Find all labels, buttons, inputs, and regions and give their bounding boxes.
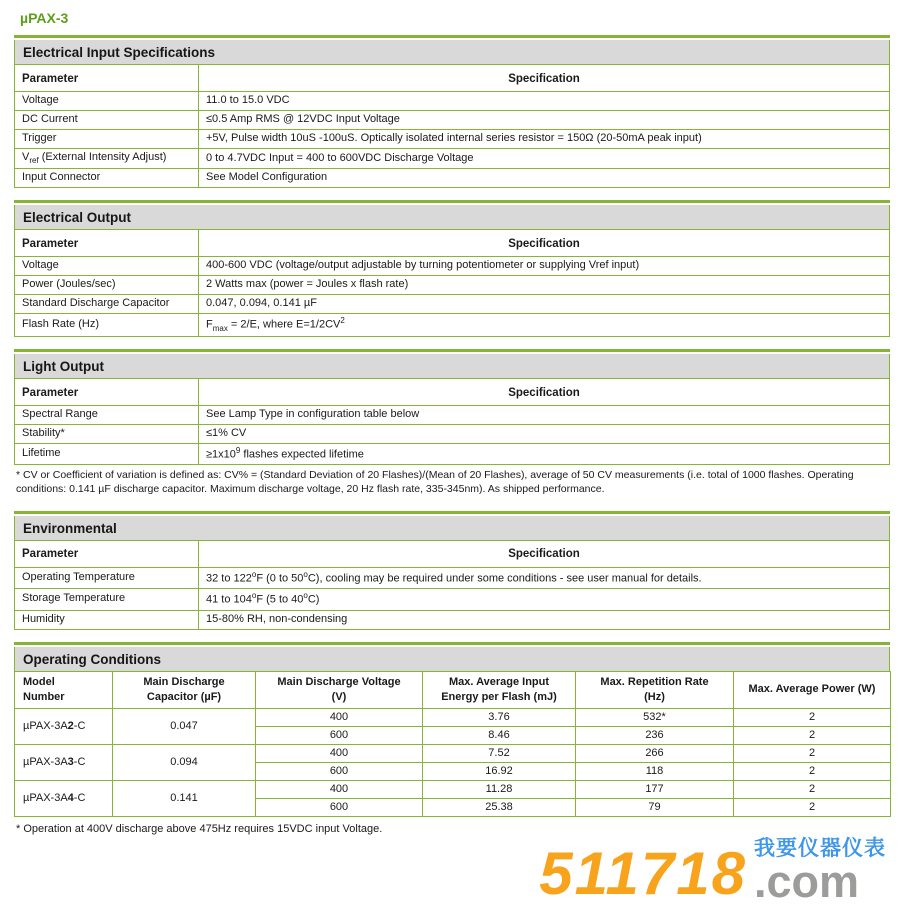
header-row: [15, 379, 890, 406]
voltage-cell: 600: [256, 762, 423, 780]
oc-column-header: Max. Repetition Rate (Hz): [576, 671, 734, 708]
parameter-cell: Voltage: [15, 92, 199, 111]
parameter-cell: Standard Discharge Capacitor: [15, 295, 199, 314]
light-output-table: [14, 378, 890, 465]
specification-cell: +5V, Pulse width 10uS -100uS. Optically isolated internal series resistor = 150Ω (20-50mA peak input): [199, 130, 890, 149]
environmental-table: [14, 540, 890, 630]
oc-column-header: Main Discharge Voltage (V): [256, 671, 423, 708]
specification-cell: 0.047, 0.094, 0.141 µF: [199, 295, 890, 314]
parameter-cell: Storage Temperature: [15, 589, 199, 610]
spec-row: [15, 276, 890, 295]
parameter-cell: Stability*: [15, 425, 199, 444]
spec-row: [15, 130, 890, 149]
section-operating-conditions: [14, 642, 890, 817]
parameter-cell: $V_{ref}$ (External Intensity Adjust): [15, 149, 199, 169]
header-row: [15, 65, 890, 92]
operation-footnote: * Operation at 400V discharge above 475Hz requires 15VDC input Voltage.: [16, 822, 383, 835]
parameter-cell: Trigger: [15, 130, 199, 149]
electrical-output-table: [14, 229, 890, 337]
spec-row: [15, 314, 890, 337]
header-row: [15, 230, 890, 257]
spec-row: [15, 169, 890, 188]
specification-cell: 15-80% RH, non-condensing: [199, 610, 890, 629]
oc-row: [15, 708, 891, 726]
oc-row: [15, 780, 891, 798]
voltage-cell: 400: [256, 744, 423, 762]
logo-right-block: [754, 837, 886, 908]
specification-cell: See Model Configuration: [199, 169, 890, 188]
section-top-border: [14, 200, 890, 203]
parameter-cell: Power (Joules/sec): [15, 276, 199, 295]
spec-row: [15, 425, 890, 444]
voltage-cell: 400: [256, 780, 423, 798]
energy-cell: 11.28: [423, 780, 576, 798]
logo-chinese-tagline: 我要仪器仪表: [754, 837, 886, 860]
specification-cell: 11.0 to 15.0 VDC: [199, 92, 890, 111]
specification-cell: 400-600 VDC (voltage/output adjustable by turning potentiometer or supplying Vref input): [199, 257, 890, 276]
section-header-environmental: Environmental: [14, 516, 890, 540]
logo-number-text: 511718: [539, 840, 747, 908]
specification-cell: 32 to 122$^o$F (0 to 50$^o$C), cooling may be required under some conditions - see user manual for details.: [199, 567, 890, 588]
section-environmental: [14, 511, 890, 630]
power-cell: 2: [734, 708, 891, 726]
oc-column-header: Max. Average Input Energy per Flash (mJ): [423, 671, 576, 708]
section-header-light-output: Light Output: [14, 354, 890, 378]
spec-row: [15, 295, 890, 314]
specification-cell: 41 to 104$^o$F (5 to 40$^o$C): [199, 589, 890, 610]
rate-cell: 177: [576, 780, 734, 798]
spec-row: [15, 111, 890, 130]
rate-cell: 236: [576, 726, 734, 744]
oc-row: [15, 744, 891, 762]
energy-cell: 25.38: [423, 798, 576, 816]
parameter-column-header: Parameter: [15, 65, 199, 92]
parameter-column-header: Parameter: [15, 540, 199, 567]
specification-cell: $\ge 1x10^9$ flashes expected lifetime: [199, 444, 890, 465]
rate-cell: 79: [576, 798, 734, 816]
energy-cell: 8.46: [423, 726, 576, 744]
section-header-electrical-input: Electrical Input Specifications: [14, 40, 890, 64]
power-cell: 2: [734, 780, 891, 798]
oc-header-row: [15, 671, 891, 708]
voltage-cell: 400: [256, 708, 423, 726]
section-header-electrical-output: Electrical Output: [14, 205, 890, 229]
energy-cell: 3.76: [423, 708, 576, 726]
section-top-border: [14, 35, 890, 38]
power-cell: 2: [734, 744, 891, 762]
section-light-output: [14, 349, 890, 465]
electrical-input-table: [14, 64, 890, 188]
spec-row: [15, 406, 890, 425]
spec-row: [15, 589, 890, 610]
parameter-cell: Input Connector: [15, 169, 199, 188]
model-cell: µPAX-3A4-C: [15, 780, 113, 816]
energy-cell: 7.52: [423, 744, 576, 762]
specification-column-header: Specification: [199, 65, 890, 92]
rate-cell: 532*: [576, 708, 734, 726]
model-cell: µPAX-3A2-C: [15, 708, 113, 744]
parameter-cell: Humidity: [15, 610, 199, 629]
section-electrical-input-specifications: [14, 35, 890, 188]
page-title: µPAX-3: [20, 10, 69, 26]
spec-row: [15, 92, 890, 111]
specification-cell: $F_{max} = 2/E$, where $E=1/2CV^2$: [199, 314, 890, 337]
parameter-cell: Operating Temperature: [15, 567, 199, 588]
site-watermark-logo: [539, 837, 886, 908]
power-cell: 2: [734, 762, 891, 780]
rate-cell: 118: [576, 762, 734, 780]
section-top-border: [14, 642, 890, 645]
parameter-cell: DC Current: [15, 111, 199, 130]
logo-domain-text: .com: [754, 856, 860, 908]
capacitor-cell: 0.094: [113, 744, 256, 780]
parameter-cell: Spectral Range: [15, 406, 199, 425]
capacitor-cell: 0.047: [113, 708, 256, 744]
parameter-cell: Voltage: [15, 257, 199, 276]
power-cell: 2: [734, 726, 891, 744]
specification-cell: ≤0.5 Amp RMS @ 12VDC Input Voltage: [199, 111, 890, 130]
header-row: [15, 540, 890, 567]
specification-column-header: Specification: [199, 230, 890, 257]
specification-column-header: Specification: [199, 379, 890, 406]
rate-cell: 266: [576, 744, 734, 762]
spec-row: [15, 610, 890, 629]
spec-row: [15, 149, 890, 169]
specification-column-header: Specification: [199, 540, 890, 567]
oc-column-header: Model Number: [15, 671, 113, 708]
parameter-column-header: Parameter: [15, 379, 199, 406]
spec-row: [15, 257, 890, 276]
parameter-column-header: Parameter: [15, 230, 199, 257]
section-top-border: [14, 349, 890, 352]
voltage-cell: 600: [256, 798, 423, 816]
energy-cell: 16.92: [423, 762, 576, 780]
section-electrical-output: [14, 200, 890, 337]
spec-row: [15, 567, 890, 588]
oc-column-header: Main Discharge Capacitor (µF): [113, 671, 256, 708]
specification-cell: ≤1% CV: [199, 425, 890, 444]
specification-cell: See Lamp Type in configuration table below: [199, 406, 890, 425]
cv-footnote: * CV or Coefficient of variation is defined as: CV% = (Standard Deviation of 20 Flashes)/(Mean of 20 Flashes), average of 50 CV measurements (i.e. total of 1000 flashes. Operating conditions: 0.141 µF discharge capacitor. Maximum discharge voltage, 20 Hz flash rate, 335-345nm). As shipped performance.: [16, 469, 854, 496]
power-cell: 2: [734, 798, 891, 816]
section-header-operating-conditions: Operating Conditions: [14, 647, 890, 671]
specification-cell: 0 to 4.7VDC Input = 400 to 600VDC Discharge Voltage: [199, 149, 890, 169]
capacitor-cell: 0.141: [113, 780, 256, 816]
parameter-cell: Flash Rate (Hz): [15, 314, 199, 337]
model-cell: µPAX-3A3-C: [15, 744, 113, 780]
spec-row: [15, 444, 890, 465]
parameter-cell: Lifetime: [15, 444, 199, 465]
operating-conditions-table: [14, 671, 891, 817]
section-top-border: [14, 511, 890, 514]
voltage-cell: 600: [256, 726, 423, 744]
oc-column-header: Max. Average Power (W): [734, 671, 891, 708]
specification-cell: 2 Watts max (power = Joules x flash rate): [199, 276, 890, 295]
